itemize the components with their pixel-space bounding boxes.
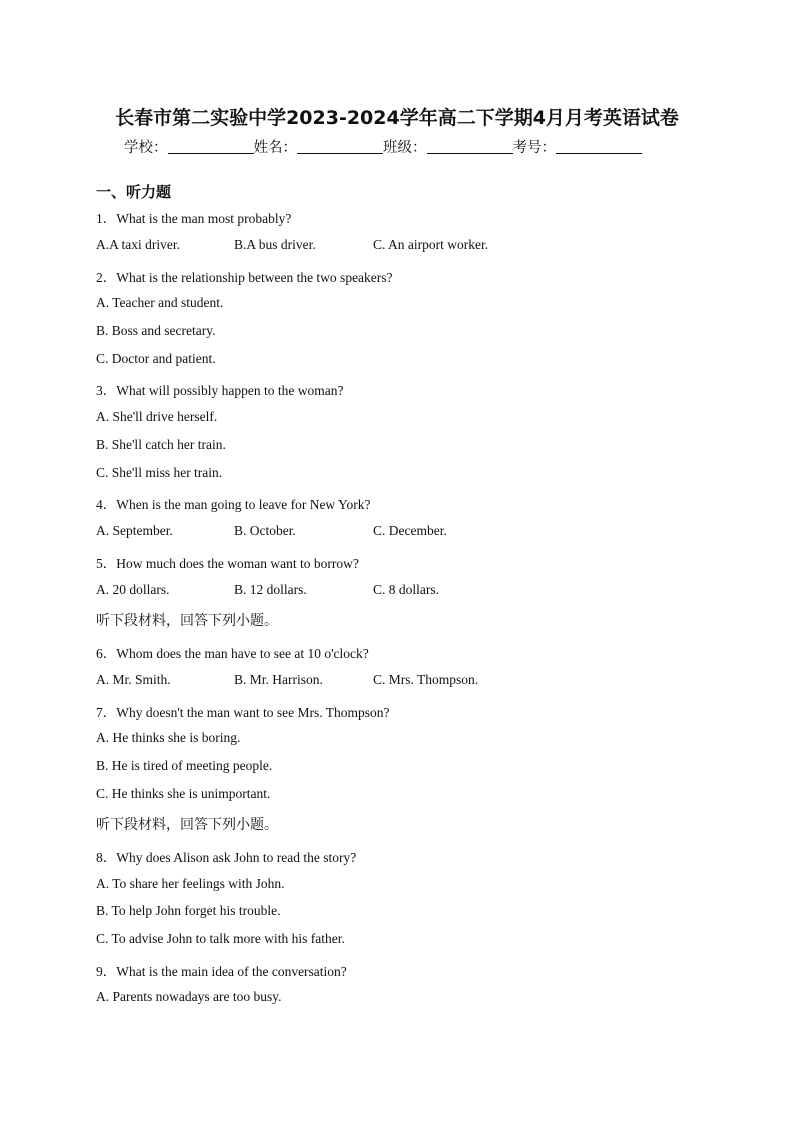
section-heading: 一、听力题 (96, 183, 172, 201)
option-a: A. To share her feelings with John. (96, 876, 285, 891)
option-c: C. Doctor and patient. (96, 351, 216, 366)
student-info-line (124, 136, 642, 157)
option-c: C. An airport worker. (373, 237, 489, 252)
option-a: A. She'll drive herself. (96, 409, 218, 424)
class-blank[interactable] (427, 139, 513, 154)
option-c: C. She'll miss her train. (96, 465, 223, 480)
page-title: 长春市第二实验中学2023-2024学年高二下学期4月月考英语试卷 (115, 107, 679, 129)
name-blank[interactable] (297, 139, 383, 154)
school-label: 学校： (124, 140, 168, 156)
question-1-options (96, 237, 696, 255)
option-c: C. 8 dollars. (373, 582, 439, 597)
school-blank[interactable] (168, 139, 254, 154)
question-2: 2．What is the relationship between the two speakers? (96, 270, 393, 285)
question-4: 4．When is the man going to leave for New York? (96, 497, 371, 512)
option-b: B. To help John forget his trouble. (96, 903, 281, 918)
question-7: 7．Why doesn't the man want to see Mrs. Thompson? (96, 705, 390, 720)
option-b: B. 12 dollars. (234, 582, 307, 597)
option-b: B. October. (234, 523, 296, 538)
number-label: 考号： (512, 140, 556, 156)
question-9: 9．What is the main idea of the conversation? (96, 964, 347, 979)
listening-instruction: 听下段材料，回答下列小题。 (96, 613, 278, 629)
number-blank[interactable] (556, 139, 642, 154)
option-a: A. Teacher and student. (96, 295, 224, 310)
question-8: 8．Why does Alison ask John to read the story? (96, 850, 357, 865)
option-a: A. He thinks she is boring. (96, 730, 241, 745)
option-a: A. Parents nowadays are too busy. (96, 989, 282, 1004)
option-c: C. To advise John to talk more with his father. (96, 931, 345, 946)
option-a: A. Mr. Smith. (96, 672, 171, 687)
option-a: A.A taxi driver. (96, 237, 180, 252)
option-a: A. 20 dollars. (96, 582, 170, 597)
question-4-options (96, 523, 696, 541)
option-a: A. September. (96, 523, 173, 538)
listening-instruction: 听下段材料，回答下列小题。 (96, 817, 278, 833)
question-3: 3．What will possibly happen to the woman? (96, 383, 344, 398)
option-b: B. She'll catch her train. (96, 437, 226, 452)
option-b: B. Boss and secretary. (96, 323, 216, 338)
question-5-options (96, 582, 696, 600)
class-label: 班级： (383, 140, 427, 156)
name-label: 姓名： (253, 140, 297, 156)
option-b: B.A bus driver. (234, 237, 316, 252)
question-5: 5．How much does the woman want to borrow? (96, 556, 359, 571)
option-b: B. Mr. Harrison. (234, 672, 323, 687)
option-c: C. He thinks she is unimportant. (96, 786, 271, 801)
question-6-options (96, 672, 696, 690)
option-c: C. Mrs. Thompson. (373, 672, 479, 687)
question-1: 1．What is the man most probably? (96, 211, 292, 226)
option-c: C. December. (373, 523, 447, 538)
option-b: B. He is tired of meeting people. (96, 758, 273, 773)
question-6: 6．Whom does the man have to see at 10 o'clock? (96, 646, 369, 661)
